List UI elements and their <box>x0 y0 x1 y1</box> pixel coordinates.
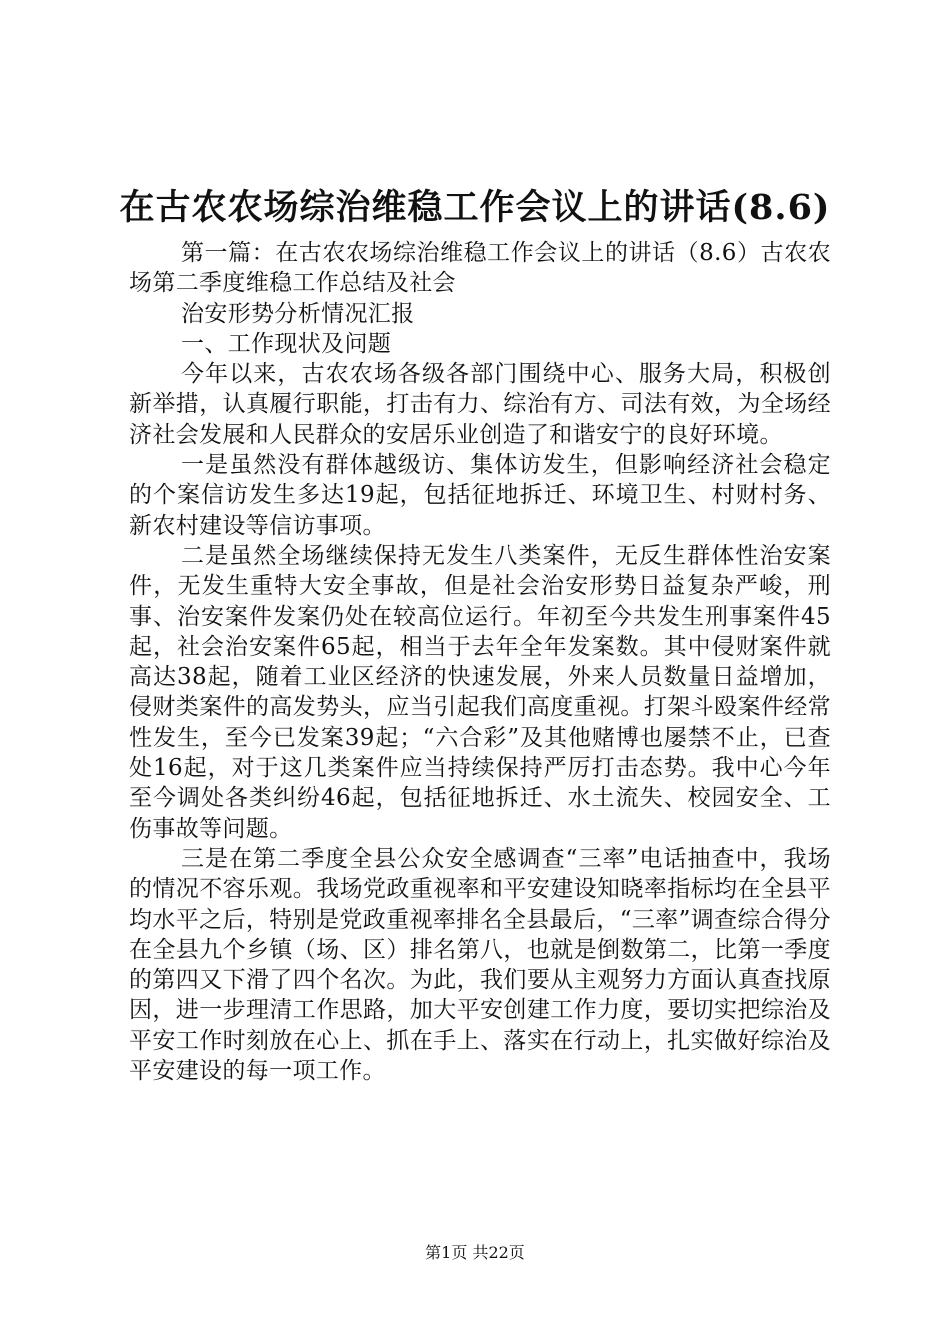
document-body <box>129 238 831 1086</box>
paragraph: 二是虽然全场继续保持无发生八类案件，无反生群体性治安案件，无发生重特大安全事故，但是社会治安形势日益复杂严峻，刑事、治安案件发案仍处在较高位运行。年初至今共发生刑事案件45起，社会治安案件65起，相当于去年全年发案数。其中侵财案件就高达38起，随着工业区经济的快速发展，外来人员数量日益增加，侵财类案件的高发势头，应当引起我们高度重视。打架斗殴案件经常性发生，至今已发案39起；“六合彩”及其他赌博也屡禁不止，已查处16起，对于这几类案件应当持续保持严厉打击态势。我中心今年至今调处各类纠纷46起，包括征地拆迁、水土流失、校园安全、工伤事故等问题。 <box>129 542 831 842</box>
paragraph: 一是虽然没有群体越级访、集体访发生，但影响经济社会稳定的个案信访发生多达19起，包括征地拆迁、环境卫生、村财村务、新农村建设等信访事项。 <box>129 452 831 539</box>
page-number: 第1页 共22页 <box>425 1243 525 1262</box>
paragraph: 三是在第二季度全县公众安全感调查“三率”电话抽查中，我场的情况不容乐观。我场党政重视率和平安建设知晓率指标均在全县平均水平之后，特别是党政重视率排名全县最后，“三率”调查综合得分在全县九个乡镇（场、区）排名第八，也就是倒数第二，比第一季度的第四又下滑了四个名次。为此，我们要从主观努力方面认真查找原因，进一步理清工作思路，加大平安创建工作力度，要切实把综治及平安工作时刻放在心上、抓在手上、落实在行动上，扎实做好综治及平安建设的每一项工作。 <box>129 845 831 1085</box>
paragraph: 今年以来，古农农场各级各部门围绕中心、服务大局，积极创新举措，认真履行职能，打击有力、综治有方、司法有效，为全场经济社会发展和人民群众的安居乐业创造了和谐安宁的良好环境。 <box>129 361 831 448</box>
paragraph-subtitle: 治安形势分析情况汇报 <box>181 300 415 327</box>
document-title: 在古农农场综治维稳工作会议上的讲话(8.6) <box>119 187 831 228</box>
section-heading: 一、工作现状及问题 <box>181 330 392 357</box>
paragraph-intro: 第一篇：在古农农场综治维稳工作会议上的讲话（8.6）古农农场第二季度维稳工作总结及社会 <box>129 240 831 297</box>
